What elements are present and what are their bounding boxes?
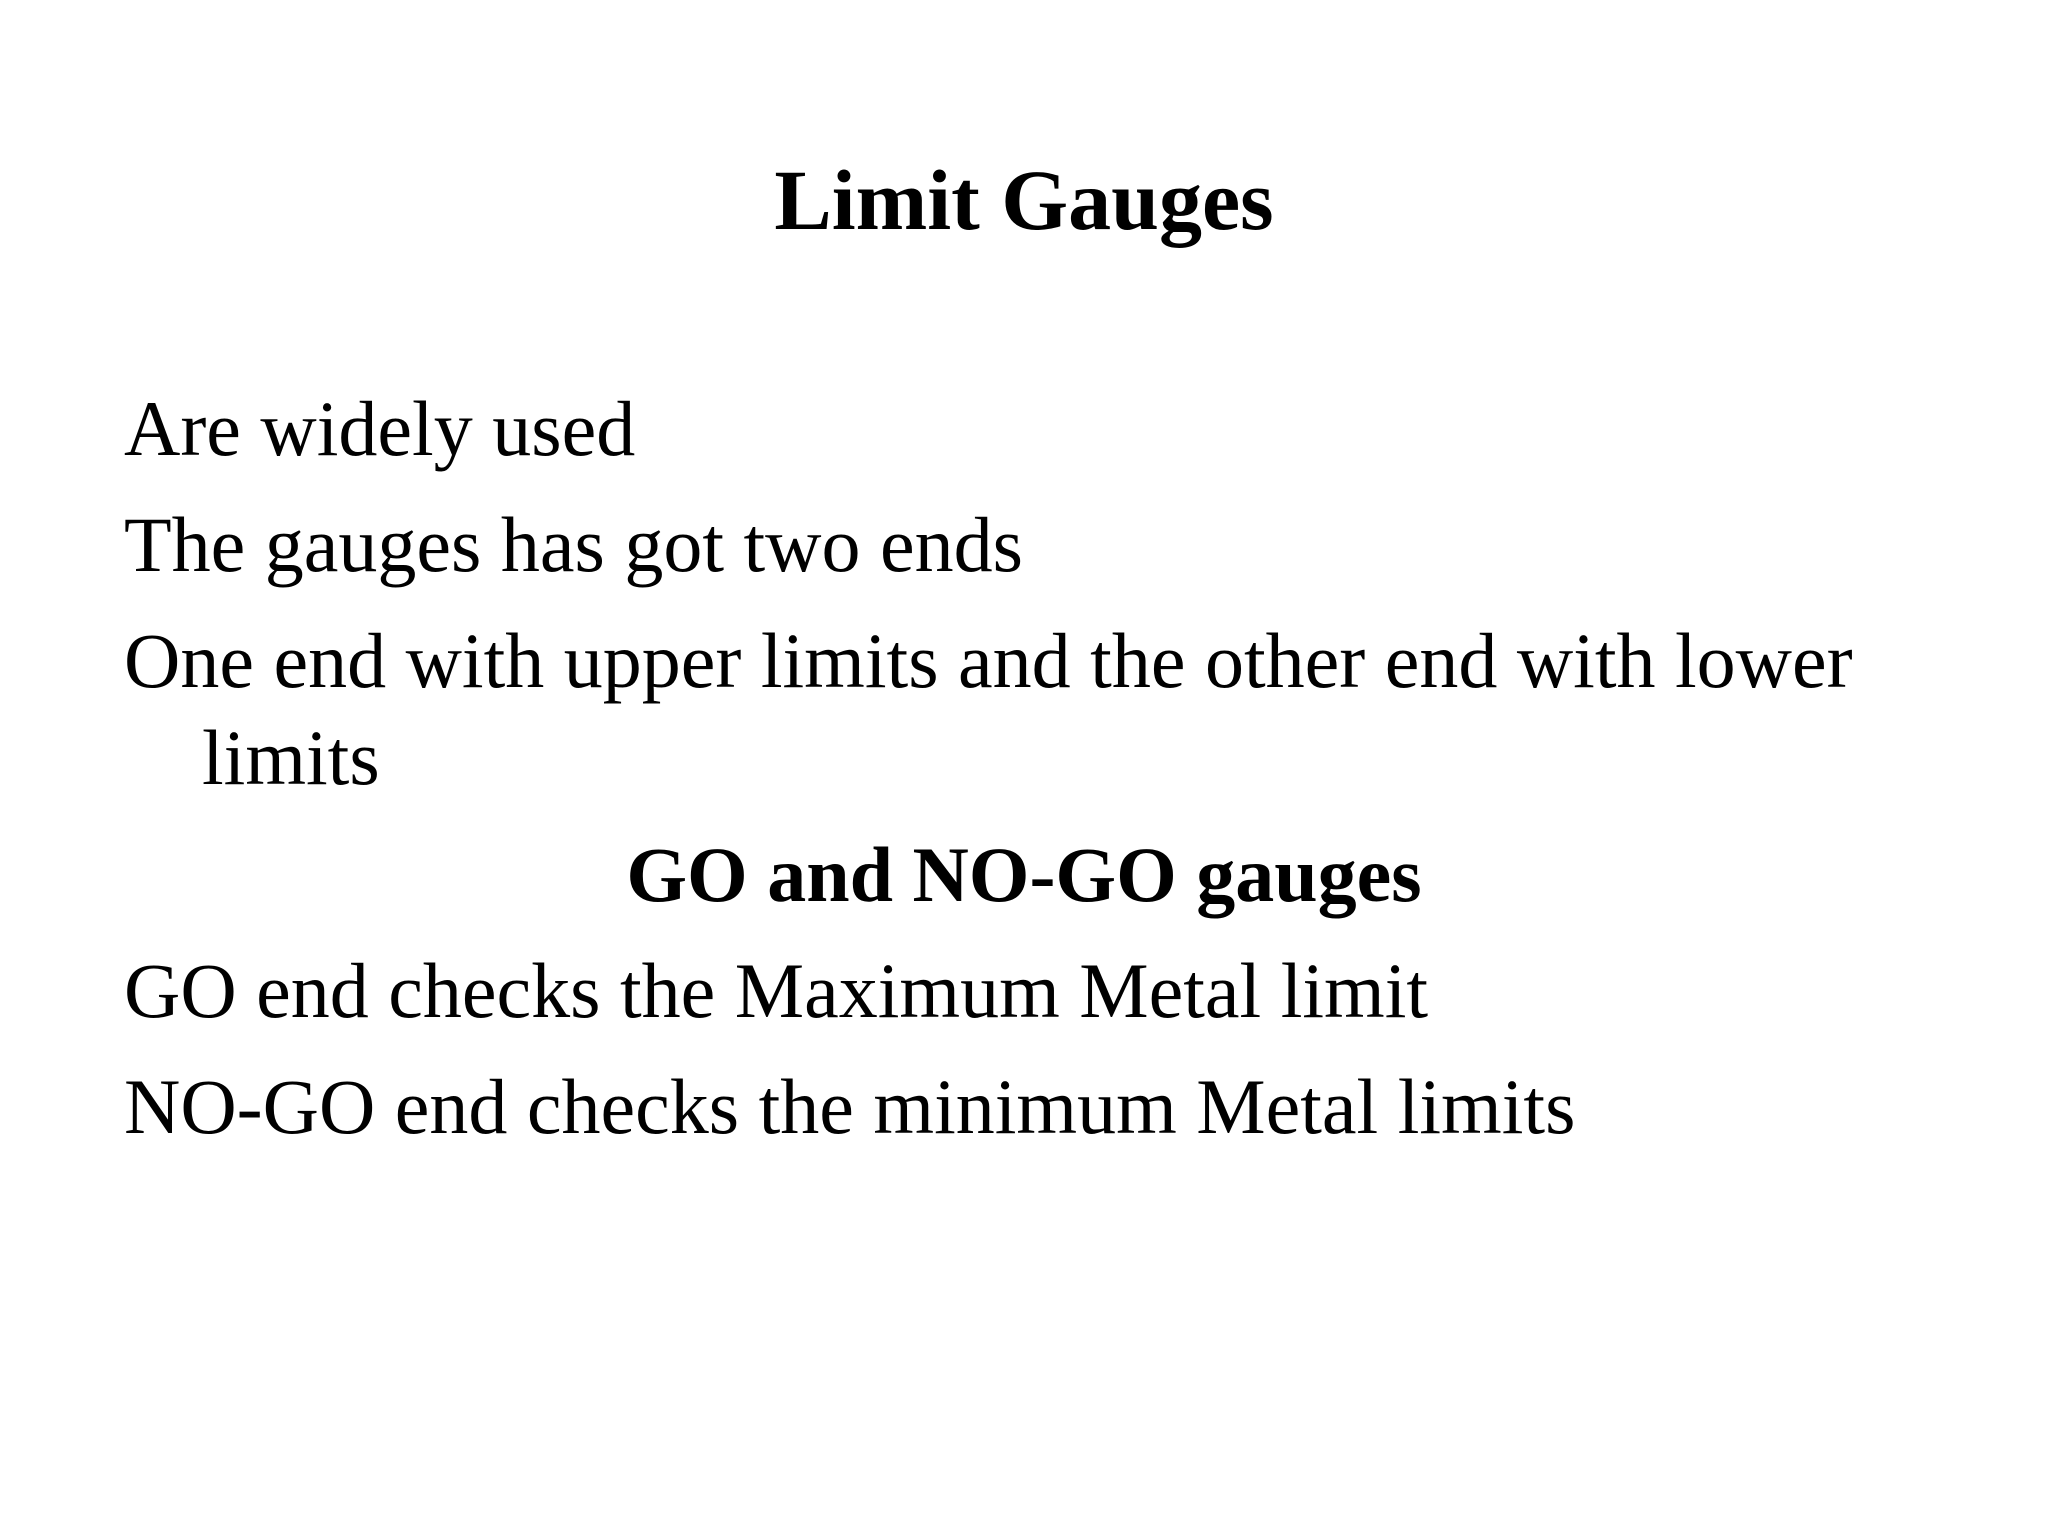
bullet-line-two-ends: The gauges has got two ends [124, 501, 1023, 588]
bullet-line-no-go-end: NO-GO end checks the minimum Metal limits [124, 1063, 1576, 1150]
slide-subheading: GO and NO-GO gauges [626, 831, 1422, 918]
bullet-line-widely-used: Are widely used [124, 385, 636, 472]
bullet-line-upper-lower-limits: One end with upper limits and the other end with lower [124, 617, 1853, 704]
bullet-line-go-end: GO end checks the Maximum Metal limit [124, 947, 1429, 1034]
bullet-line-upper-lower-limits-continued: limits [202, 714, 380, 801]
slide-title: Limit Gauges [774, 152, 1274, 248]
